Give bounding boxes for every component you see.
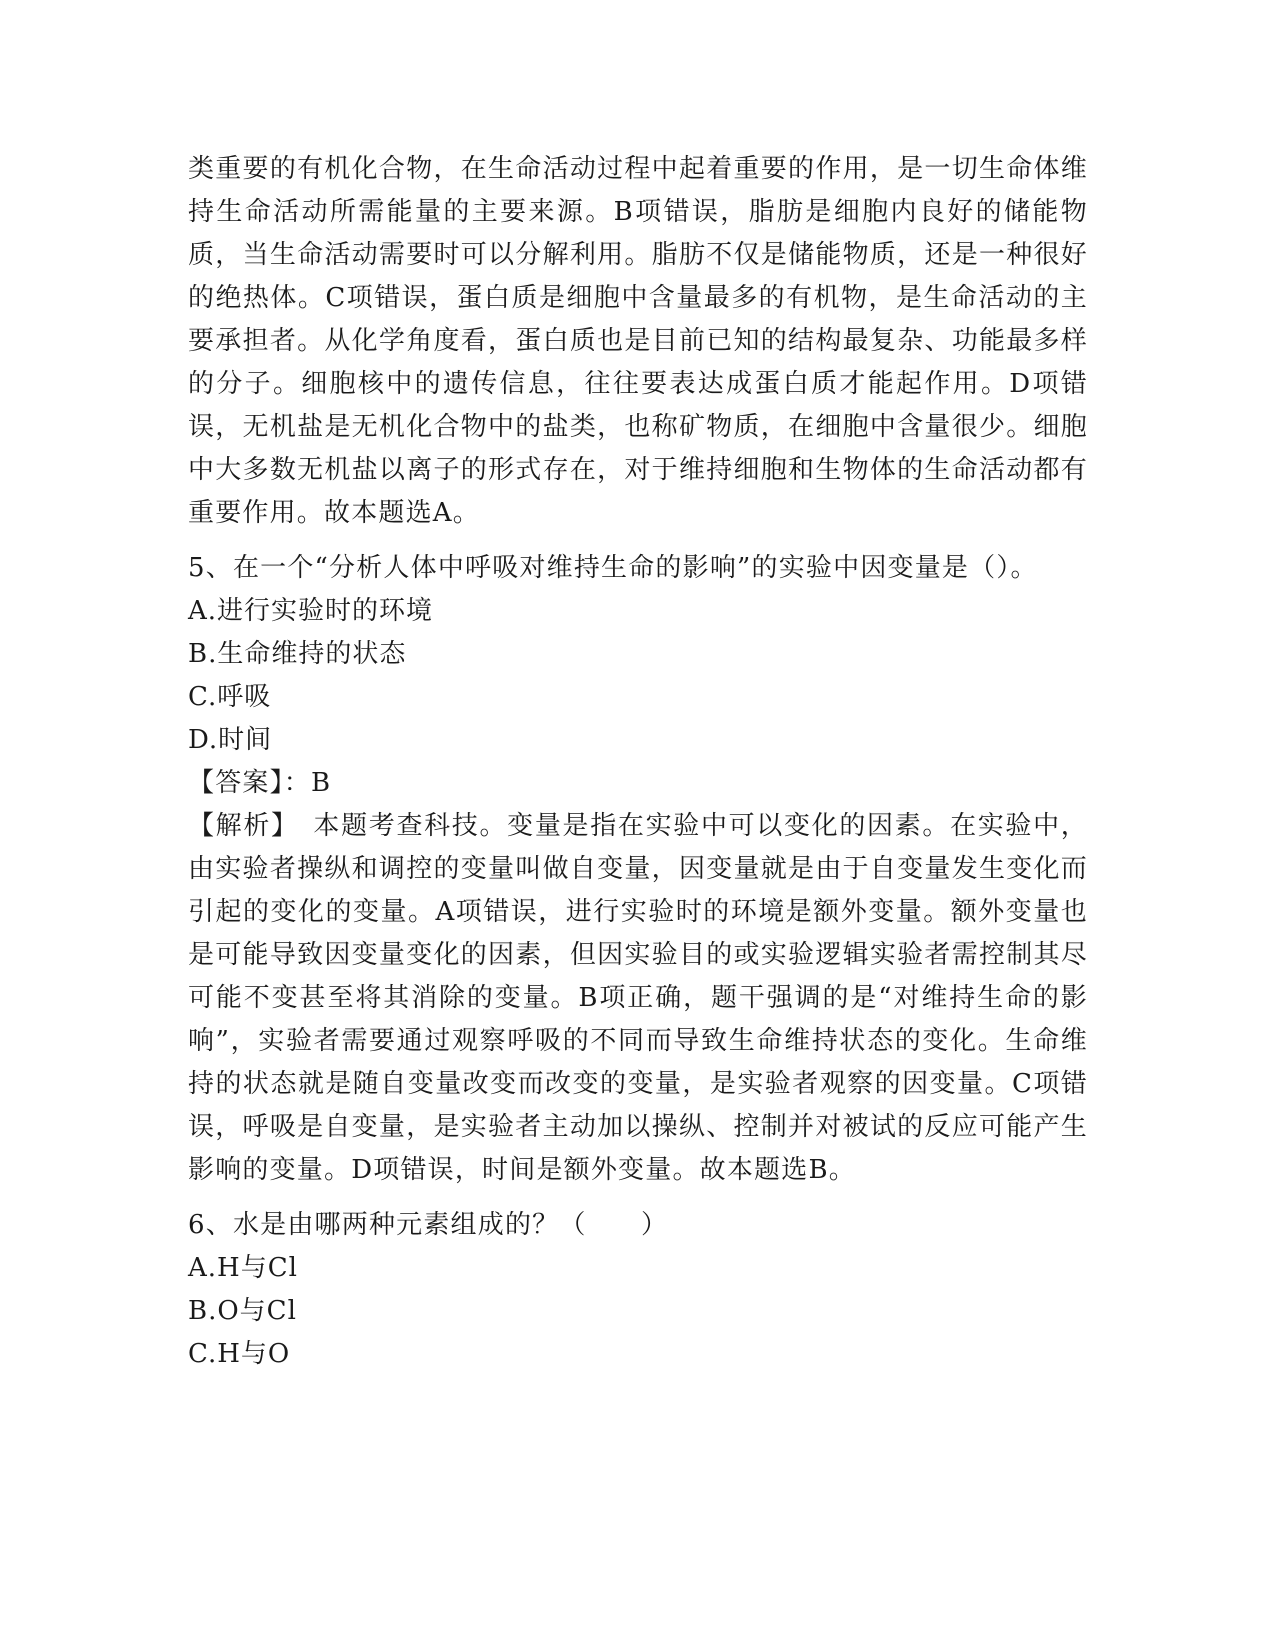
spacer [188, 535, 1088, 547]
question-6-option-b: B.O与Cl [188, 1296, 297, 1326]
question-5-analysis: 【解析】 本题考查科技。变量是指在实验中可以变化的因素。在实验中，由实验者操纵和调控的变量叫做自变量，因变量就是由于自变量发生变化而引起的变化的变量。A项错误，进行实验时的环境是额外变量。额外变量也是可能导致因变量变化的因素，但因实验目的或实验逻辑实验者需控制其尽可能不变甚至将其消除的变量。B项正确，题干强调的是“对维持生命的影响”，实验者需要通过观察呼吸的不同而导致生命维持状态的变化。生命维持的状态就是随自变量改变而改变的变量，是实验者观察的因变量。C项错误，呼吸是自变量，是实验者主动加以操纵、控制并对被试的反应可能产生影响的变量。D项错误，时间是额外变量。故本题选B。 [188, 811, 1088, 1185]
question-5-option-d: D.时间 [188, 725, 273, 755]
question-5-block [188, 547, 1088, 1192]
document-page [188, 148, 1088, 1376]
question-5-option-a: A.进行实验时的环境 [188, 596, 434, 626]
question-5-option-b: B.生命维持的状态 [188, 639, 407, 669]
question-6-option-c: C.H与O [188, 1339, 291, 1369]
question-5-option-c: C.呼吸 [188, 682, 272, 712]
question-6-option-a: A.H与Cl [188, 1253, 298, 1283]
intro-paragraph: 类重要的有机化合物，在生命活动过程中起着重要的作用，是一切生命体维持生命活动所需能量的主要来源。B项错误，脂肪是细胞内良好的储能物质，当生命活动需要时可以分解利用。脂肪不仅是储能物质，还是一种很好的绝热体。C项错误，蛋白质是细胞中含量最多的有机物，是生命活动的主要承担者。从化学角度看，蛋白质也是目前已知的结构最复杂、功能最多样的分子。细胞核中的遗传信息，往往要表达成蛋白质才能起作用。D项错误，无机盐是无机化合物中的盐类，也称矿物质，在细胞中含量很少。细胞中大多数无机盐以离子的形式存在，对于维持细胞和生物体的生命活动都有重要作用。故本题选A。 [188, 154, 1088, 528]
question-6-text: 6、水是由哪两种元素组成的？（ ） [188, 1210, 669, 1240]
question-5-text: 5、在一个“分析人体中呼吸对维持生命的影响”的实验中因变量是（）。 [188, 553, 1038, 583]
question-5-answer: 【答案】：B [188, 768, 332, 798]
question-6-block [188, 1204, 1088, 1376]
spacer [188, 1192, 1088, 1204]
